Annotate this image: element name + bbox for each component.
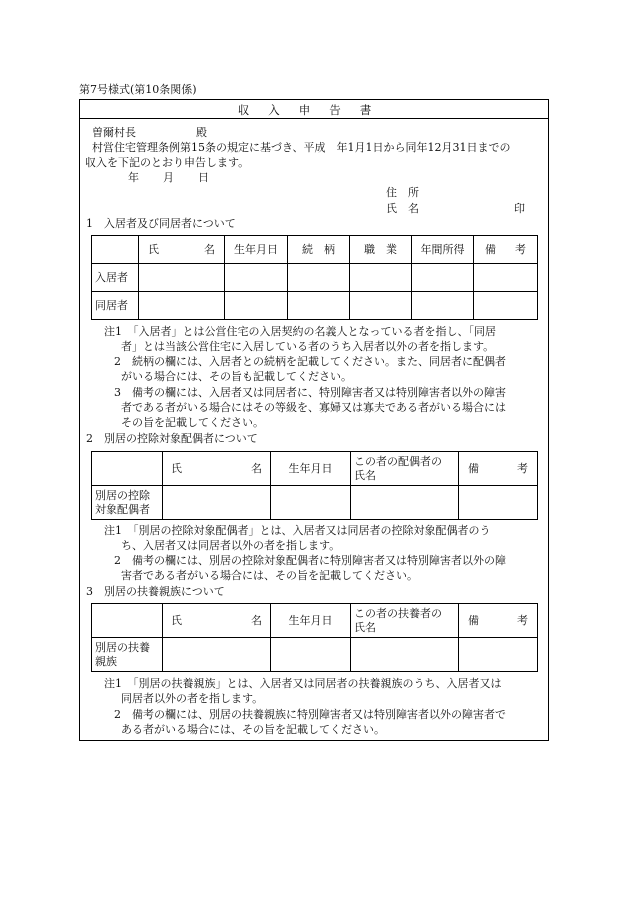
s1-cell-remarks[interactable] (474, 264, 538, 292)
s1-name-char2: 名 (204, 242, 215, 256)
s3-dep-line1: この者の扶養者の (354, 606, 442, 620)
form-number: 第7号様式(第10条関係) (79, 83, 197, 96)
title-bar (79, 99, 549, 119)
s2-header-blank (92, 452, 163, 486)
s1-cell-birth[interactable] (225, 264, 288, 292)
s1-cell-birth[interactable] (225, 292, 288, 320)
section2-table (91, 451, 538, 520)
s1-row-label: 同居者 (92, 292, 139, 320)
s1-header-birth: 生年月日 (225, 236, 288, 264)
section1-heading: 1 入居者及び同居者について (86, 217, 236, 230)
s1-header-job: 職 業 (350, 236, 412, 264)
s3-name-char1: 氏 (171, 613, 182, 627)
s2-row-label (92, 486, 163, 520)
date-day: 日 (198, 171, 209, 184)
s1-header-blank (92, 236, 139, 264)
s3-name-char2: 名 (251, 613, 262, 627)
s1-name-char1: 氏 (148, 242, 159, 256)
s1-row-label: 入居者 (92, 264, 139, 292)
seal-mark: 印 (514, 202, 525, 215)
table-row (92, 264, 538, 292)
s2-note-2b: 害者である者がいる場合には、その旨を記載してください。 (121, 569, 418, 582)
section2-heading: 2 別居の控除対象配偶者について (86, 432, 258, 445)
address-label: 住 所 (386, 186, 419, 199)
s1-note-1b: 者」とは当該公営住宅に入居している者のうち入居者以外の者を指します。 (121, 340, 495, 353)
name-label: 氏 名 (386, 202, 419, 215)
s3-remarks-char1: 備 (468, 613, 479, 627)
s2-name-char1: 氏 (171, 461, 182, 475)
s3-header-name (163, 604, 271, 638)
date-month: 月 (163, 171, 174, 184)
s2-spouse-line2: 氏名 (354, 468, 376, 482)
s1-cell-name[interactable] (139, 292, 225, 320)
s1-cell-relation[interactable] (288, 292, 350, 320)
s3-cell-remarks[interactable] (459, 638, 538, 672)
s3-note-2b: ある者がいる場合には、その旨を記載してください。 (121, 723, 385, 736)
s1-remarks-char1: 備 (485, 242, 496, 256)
table-row (92, 486, 538, 520)
s3-cell-name[interactable] (163, 638, 271, 672)
s3-cell-birth[interactable] (271, 638, 351, 672)
s1-cell-name[interactable] (139, 264, 225, 292)
s1-header-name (139, 236, 225, 264)
s2-header-birth: 生年月日 (271, 452, 351, 486)
s2-row-label-line1: 別居の控除 (95, 488, 150, 502)
s1-cell-income[interactable] (412, 292, 474, 320)
s2-remarks-char1: 備 (468, 461, 479, 475)
table-row (92, 638, 538, 672)
s1-cell-income[interactable] (412, 264, 474, 292)
section3-table (91, 603, 538, 672)
date-year: 年 (128, 171, 139, 184)
s2-spouse-line1: この者の配偶者の (354, 454, 442, 468)
s2-row-label-line2: 対象配偶者 (95, 502, 150, 516)
s2-cell-remarks[interactable] (459, 486, 538, 520)
table-row (92, 292, 538, 320)
s1-header-relation: 続 柄 (288, 236, 350, 264)
s1-note-2a: 2 続柄の欄には、入居者との続柄を記載してください。また、同居者に配偶者 (114, 355, 506, 368)
s2-cell-birth[interactable] (271, 486, 351, 520)
s1-note-1a: 注1 「入居者」とは公営住宅の入居契約の名義人となっている者を指し、「同居 (104, 325, 496, 338)
s2-note-1b: ち、入居者又は同居者以外の者を指します。 (121, 539, 341, 552)
section1-table (91, 235, 538, 320)
s1-note-2b: がいる場合には、その旨も記載してください。 (121, 370, 352, 383)
intro-line-1: 村営住宅管理条例第15条の規定に基づき、平成 年1月1日から同年12月31日までの (92, 141, 511, 154)
s3-dep-line2: 氏名 (354, 620, 376, 634)
s3-note-2a: 2 備考の欄には、別居の扶養親族に特別障害者又は特別障害者以外の障害者で (114, 708, 506, 721)
s2-header-spouse (351, 452, 459, 486)
s2-note-1a: 注1 「別居の控除対象配偶者」とは、入居者又は同居者の控除対象配偶者のう (104, 524, 491, 537)
s1-cell-remarks[interactable] (474, 292, 538, 320)
honorific: 殿 (196, 126, 207, 139)
s3-header-birth: 生年月日 (271, 604, 351, 638)
s1-cell-job[interactable] (350, 264, 412, 292)
s1-remarks-char2: 考 (515, 242, 526, 256)
s3-row-label (92, 638, 163, 672)
intro-line-2: 収入を下記のとおり申告します。 (85, 156, 250, 169)
s1-note-3b: 者である者がいる場合にはその等級を、寡婦又は寡夫である者がいる場合には (121, 401, 506, 414)
section3-heading: 3 別居の扶養親族について (86, 585, 225, 598)
s1-cell-job[interactable] (350, 292, 412, 320)
s1-header-remarks (474, 236, 538, 264)
s2-header-remarks (459, 452, 538, 486)
s3-header-remarks (459, 604, 538, 638)
s3-row-label-line2: 親族 (95, 654, 117, 668)
s3-remarks-char2: 考 (517, 613, 528, 627)
s3-row-label-line1: 別居の扶養 (95, 640, 150, 654)
form-title: 収入申告書 (237, 103, 391, 117)
s1-note-3c: その旨を記載してください。 (121, 416, 264, 429)
s3-header-blank (92, 604, 163, 638)
s2-cell-name[interactable] (163, 486, 271, 520)
s3-cell-dependent[interactable] (351, 638, 459, 672)
s3-header-dependent (351, 604, 459, 638)
s1-cell-relation[interactable] (288, 264, 350, 292)
s3-note-1a: 注1 「別居の扶養親族」とは、入居者又は同居者の扶養親族のうち、入居者又は (104, 677, 502, 690)
s1-note-3a: 3 備考の欄には、入居者又は同居者に、特別障害者又は特別障害者以外の障害 (114, 386, 506, 399)
s1-header-income: 年間所得 (412, 236, 474, 264)
s2-note-2a: 2 備考の欄には、別居の控除対象配偶者に特別障害者又は特別障害者以外の障 (114, 554, 506, 567)
addressee: 曽爾村長 (92, 126, 136, 139)
s2-remarks-char2: 考 (517, 461, 528, 475)
s2-header-name (163, 452, 271, 486)
s3-note-1b: 同居者以外の者を指します。 (121, 692, 264, 705)
s2-cell-spouse[interactable] (351, 486, 459, 520)
s2-name-char2: 名 (251, 461, 262, 475)
